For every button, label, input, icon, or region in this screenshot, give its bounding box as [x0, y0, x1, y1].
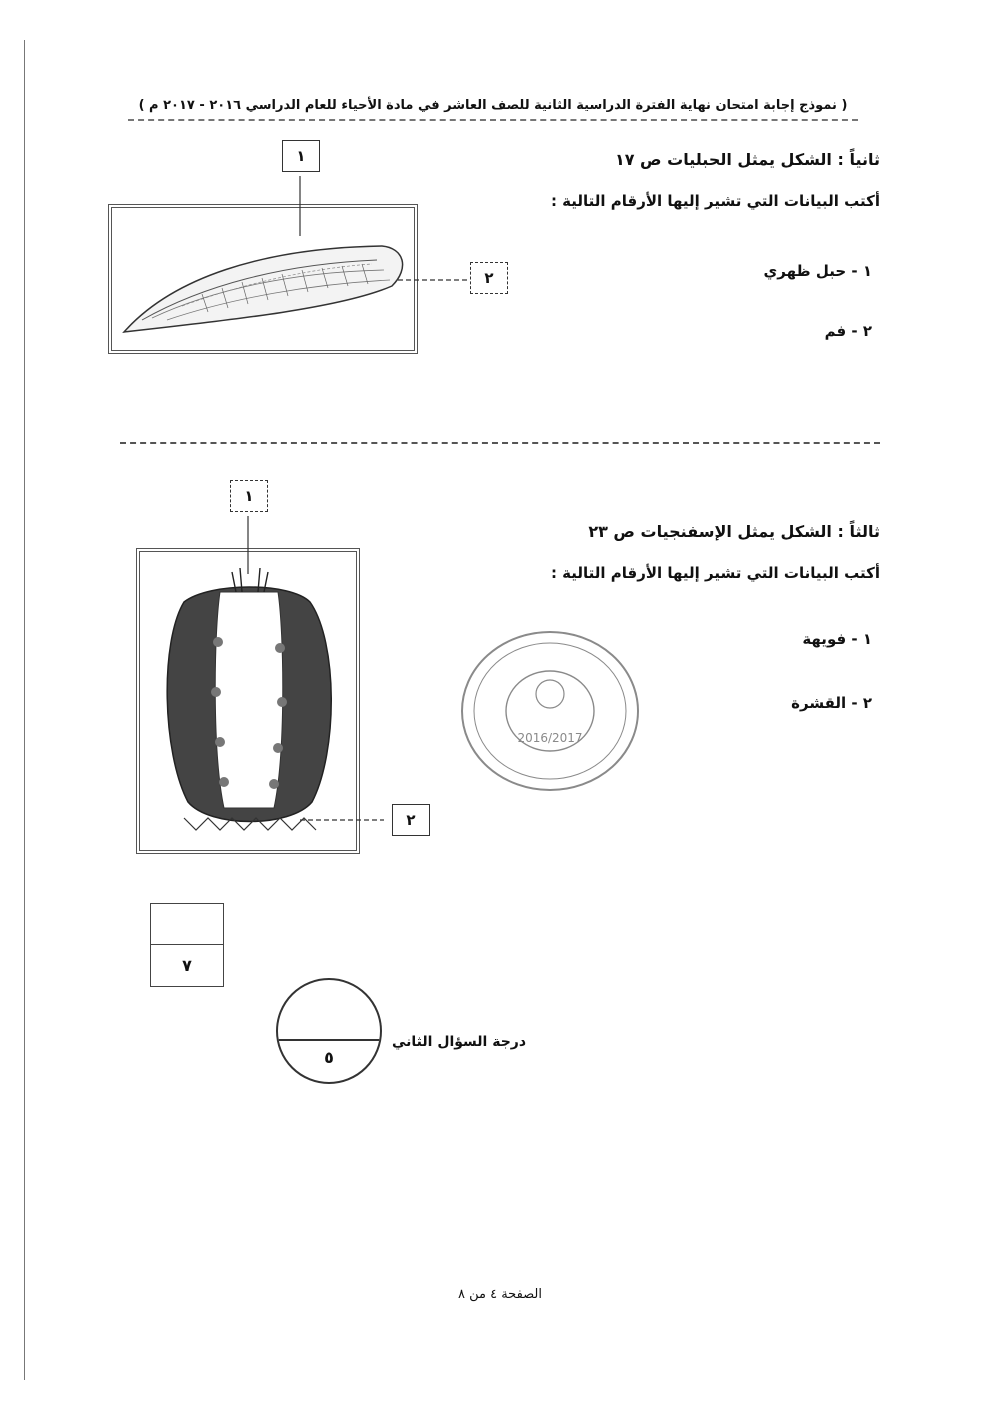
- page-footer: الصفحة ٤ من ٨: [457, 1287, 542, 1302]
- scan-margin-line: [24, 40, 25, 1380]
- section3-instruction: أكتب البيانات التي تشير إليها الأرقام التالية :: [550, 564, 880, 582]
- score-box-value: ٧: [182, 955, 192, 975]
- grade-circle-value: ٥: [324, 1048, 334, 1067]
- grade-circle-divider: [278, 1039, 380, 1041]
- grade-circle-label: درجة السؤال الثاني: [392, 1034, 527, 1050]
- seal-year: 2016/2017: [517, 731, 583, 745]
- grade-circle: [276, 978, 382, 1084]
- section3-answer-2: ٢ - القشرة: [791, 694, 872, 712]
- score-box: [150, 903, 224, 987]
- section3-title: ثالثاً : الشكل يمثل الإسفنجيات ص ٢٣: [588, 522, 880, 541]
- sponge-leader-lines: [130, 480, 430, 840]
- school-seal: [458, 628, 642, 794]
- sponge-label-2: ٢: [392, 804, 430, 836]
- section2-answer-2: ٢ - فم: [824, 322, 872, 340]
- section2-instruction: أكتب البيانات التي تشير إليها الأرقام التالية :: [550, 192, 880, 210]
- section2-answer-1: ١ - حبل ظهري: [763, 262, 872, 280]
- sponge-label-1: ١: [230, 480, 268, 512]
- amphioxus-label-1: ١: [282, 140, 320, 172]
- section2-title: ثانياً : الشكل يمثل الحبليات ص ١٧: [614, 150, 880, 169]
- page-header: ( نموذج إجابة امتحان نهاية الفترة الدراسية الثانية للصف العاشر في مادة الأحياء للعام الدراسي ٢٠١٦ - ٢٠١٧ م ): [128, 98, 858, 121]
- section3-answer-1: ١ - فويهة: [802, 630, 872, 648]
- amphioxus-label-2: ٢: [470, 262, 508, 294]
- section-separator: [120, 442, 880, 444]
- score-box-blank: [151, 904, 223, 945]
